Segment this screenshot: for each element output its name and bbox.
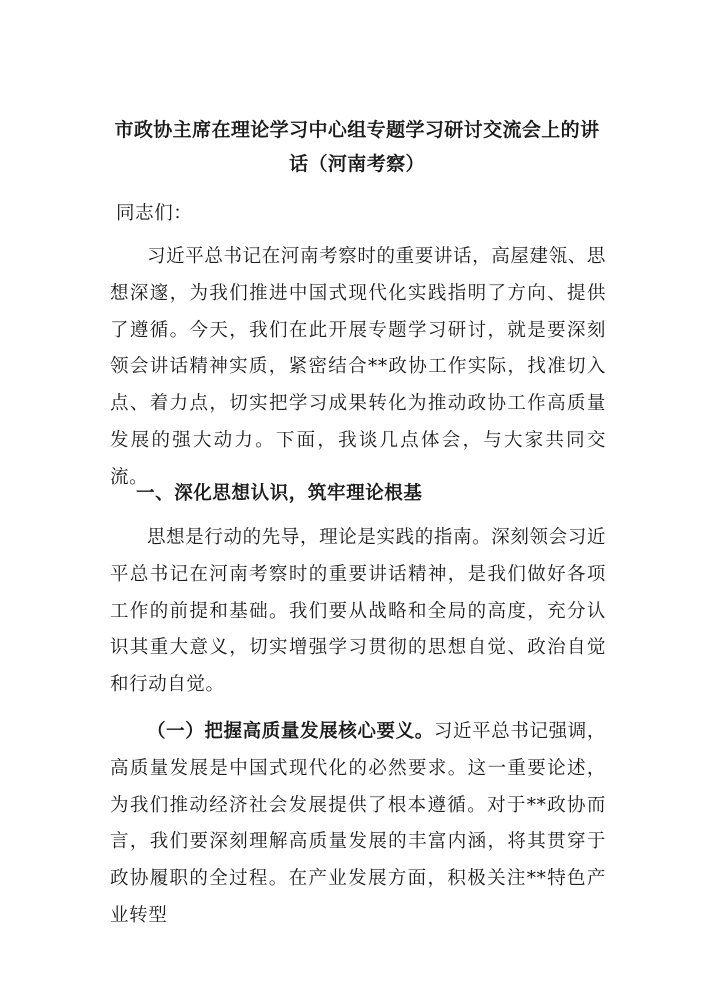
paragraph-subsection-1 <box>110 714 606 935</box>
paragraph-section-1: 思想是行动的先导，理论是实践的指南。深刻领会习近平总书记在河南考察时的重要讲话精神，是我们做好各项工作的前提和基础。我们要从战略和全局的高度，充分认识其重大意义，切实增强学习贯彻的思想自觉、政治自觉和行动自觉。 <box>110 527 606 696</box>
subsection-text: 习近平总书记强调，高质量发展是中国式现代化的必然要求。这一重要论述，为我们推动经济社会发展提供了根本遵循。对于**政协而言，我们要深刻理解高质量发展的丰富内涵，将其贯穿于政协履职的全过程。在产业发展方面，积极关注**特色产业转型 <box>110 721 606 926</box>
subsection-lead: （一）把握高质量发展核心要义。 <box>147 721 434 742</box>
paragraph-intro: 习近平总书记在河南考察时的重要讲话，高屋建瓴、思想深邃，为我们推进中国式现代化实践指明了方向、提供了遵循。今天，我们在此开展专题学习研讨，就是要深刻领会讲话精神实质，紧密结合**政协工作实际，找准切入点、着力点，切实把学习成果转化为推动政协工作高质量发展的强大动力。下面，我谈几点体会，与大家共同交流。 <box>110 246 606 488</box>
document-title: 市政协主席在理论学习中心组专题学习研讨交流会上的讲话（河南考察） <box>114 119 600 175</box>
salutation: 同志们： <box>116 203 193 224</box>
section-heading-1: 一、深化思想认识，筑牢理论根基 <box>136 483 423 504</box>
